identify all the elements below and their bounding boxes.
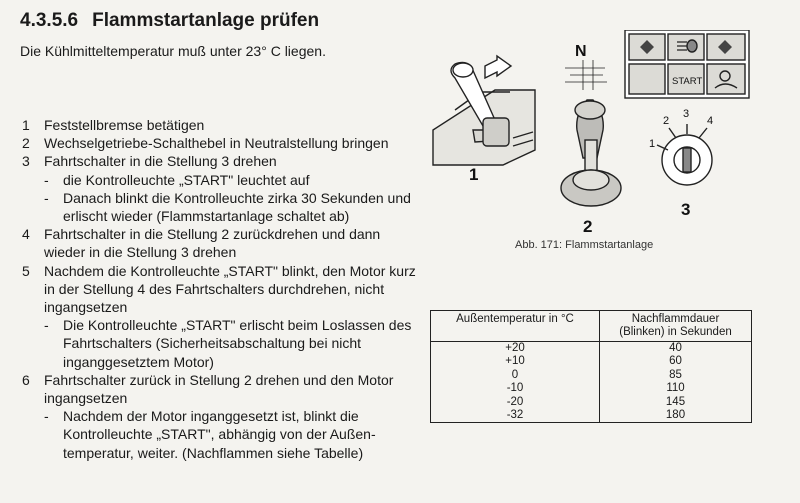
intro-text: Die Kühlmitteltemperatur muß unter 23° C liegen. bbox=[20, 43, 326, 59]
key-switch-illustration bbox=[657, 124, 712, 185]
step-number: 6 bbox=[22, 371, 30, 388]
subitem-text: Danach blinkt die Kontrolleuchte zirka 30 Sekunden und erlischt wieder (Flammstartanlage schaltet ab) bbox=[63, 189, 411, 225]
header-line: (Blinken) in Sekunden bbox=[619, 326, 732, 338]
table-row bbox=[431, 396, 752, 409]
panel-start-label: START bbox=[672, 76, 703, 87]
step-item bbox=[22, 262, 422, 317]
step-number: 2 bbox=[22, 135, 30, 152]
figure-label-2: 2 bbox=[583, 217, 593, 235]
step-number: 3 bbox=[22, 153, 30, 170]
step-subitem: - Die Kontrolleuchte „START" erlischt beim Loslassen des Fahrtschalters (Sicherheitsabschaltung bei nicht inganggesetztem Motor) bbox=[22, 316, 422, 371]
subitem-text: Nachdem der Motor inganggesetzt ist, blinkt die Kontrolleuchte „START", abhängig von der Außen-temperatur, weiter. (Nachflammen siehe Tabelle) bbox=[63, 408, 376, 461]
switch-pos-4: 4 bbox=[707, 115, 714, 127]
step-number: 1 bbox=[22, 117, 30, 133]
section-title: Flammstartanlage prüfen bbox=[92, 10, 320, 31]
cell-temp: -10 bbox=[431, 382, 600, 395]
step-list bbox=[22, 116, 422, 462]
step-text: Feststellbremse betätigen bbox=[44, 117, 205, 133]
gear-label-n: N bbox=[575, 43, 587, 60]
table-row bbox=[431, 355, 752, 368]
figure-flammstartanlage bbox=[425, 30, 795, 235]
step-item bbox=[22, 371, 422, 407]
switch-pos-3: 3 bbox=[683, 108, 690, 120]
step-subitem: - die Kontrolleuchte „START" leuchtet auf bbox=[22, 171, 422, 189]
section-heading bbox=[20, 10, 319, 32]
cell-duration: 85 bbox=[669, 368, 682, 381]
afterflame-table bbox=[430, 310, 752, 423]
step-item bbox=[22, 225, 422, 261]
cell-duration: 110 bbox=[666, 382, 685, 395]
step-item bbox=[22, 116, 422, 134]
step-number: 4 bbox=[22, 226, 30, 243]
subitem-text: die Kontrolleuchte „START" leuchtet auf bbox=[63, 171, 310, 188]
table-row bbox=[431, 382, 752, 395]
cell-duration: 60 bbox=[669, 355, 682, 368]
table-row bbox=[431, 409, 752, 423]
table-header-temp: Außentemperatur in °C bbox=[431, 311, 600, 342]
step-item bbox=[22, 152, 422, 170]
cell-duration: 180 bbox=[665, 409, 686, 422]
cell-duration: 145 bbox=[665, 395, 686, 408]
step-number: 5 bbox=[22, 262, 30, 279]
table-header-duration bbox=[600, 311, 752, 342]
subitem-text: Die Kontrolleuchte „START" erlischt beim Loslassen des Fahrtschalters (Sicherheitsabschaltung bei nicht inganggesetztem Motor) bbox=[63, 317, 412, 370]
cell-temp: -32 bbox=[431, 409, 600, 423]
figure-drawing bbox=[425, 30, 795, 235]
cell-duration: 40 bbox=[669, 342, 682, 354]
header-line: Nachflammdauer bbox=[631, 313, 720, 325]
table-row bbox=[431, 342, 752, 356]
gear-shift-illustration bbox=[561, 60, 621, 206]
step-subitem: - Nachdem der Motor inganggesetzt ist, blinkt die Kontrolleuchte „START", abhängig von der Außen-temperatur, weiter. (Nachflammen siehe Tabelle) bbox=[22, 407, 422, 462]
switch-pos-1: 1 bbox=[649, 138, 656, 150]
figure-caption: Abb. 171: Flammstartanlage bbox=[515, 239, 654, 251]
step-item bbox=[22, 134, 422, 152]
figure-label-3: 3 bbox=[681, 200, 691, 219]
section-number: 4.3.5.6 bbox=[20, 10, 79, 31]
cell-temp: +20 bbox=[431, 342, 600, 356]
step-text: Fahrtschalter zurück in Stellung 2 drehen und den Motor ingangsetzen bbox=[44, 371, 394, 407]
cell-temp: 0 bbox=[431, 369, 600, 382]
cell-temp: +10 bbox=[431, 355, 600, 368]
step-text: Fahrtschalter in die Stellung 3 drehen bbox=[44, 153, 277, 170]
cell-temp: -20 bbox=[431, 396, 600, 409]
figure-label-1: 1 bbox=[469, 165, 479, 184]
step-text: Fahrtschalter in die Stellung 2 zurückdrehen und dann wieder in die Stellung 3 drehen bbox=[44, 226, 381, 261]
switch-pos-2: 2 bbox=[663, 115, 670, 127]
table-row bbox=[431, 369, 752, 382]
step-text: Wechselgetriebe-Schalthebel in Neutralstellung bringen bbox=[44, 135, 389, 152]
step-subitem: - Danach blinkt die Kontrolleuchte zirka 30 Sekunden und erlischt wieder (Flammstartanlage schaltet ab) bbox=[22, 189, 422, 225]
step-text: Nachdem die Kontrolleuchte „START" blinkt, den Motor kurz in der Stellung 4 des Fahrtschalters durchdrehen, nicht ingangsetzen bbox=[44, 262, 416, 316]
indicator-panel bbox=[625, 30, 749, 98]
parking-brake-illustration bbox=[433, 56, 535, 165]
